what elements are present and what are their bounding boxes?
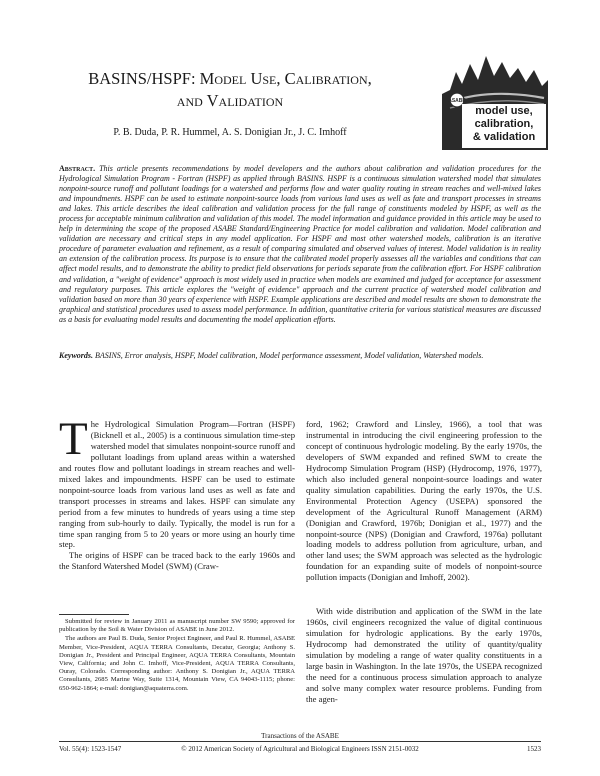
copyright-notice: © 2012 American Society of Agricultural and Biological Engineers ISSN 2151-0032 bbox=[181, 745, 419, 753]
distribution-paragraph: With wide distribution and application of the SWM in the late 1960s, civil engineers recognized the value of digital continuous simulation for hydrologic applications. By the early 1970s, Hydrocomp had demonstrated the utility of quantity/quality simulation by modeling a range of water quality constituents in a large basin in Washington. In the late 1970s, the USEPA recognized the need for a continuous process simulation approach to analyze and solve many complex water resource problems. Funding from the agen- bbox=[306, 606, 542, 704]
volume-info: Vol. 55(4): 1523-1547 bbox=[59, 745, 122, 753]
keywords-text: BASINS, Error analysis, HSPF, Model calibration, Model performance assessment, Model validation, Watershed models. bbox=[95, 351, 484, 360]
body-column-left bbox=[59, 413, 295, 572]
footnotes bbox=[59, 618, 295, 694]
title-line-1: BASINS/HSPF: Model Use, Calibration, bbox=[88, 69, 372, 88]
body-column-right bbox=[306, 419, 542, 583]
abstract-text: This article presents recommendations by model developers and the authors about calibration and validation procedures for the Hydrological Simulation Program - Fortran (HSPF) as applied through BASINS. HSPF is a continuous simulation watershed model that simulates nonpoint-source runoff and pollutant loadings for a watershed and performs flow and water quality routing in stream reaches and well-mixed lakes and impoundments. HSPF can be used to estimate nonpoint-source loads from various land uses as well as fate and transport processes in streams and lakes. This article describes the ideal calibration and validation process for the full range of constituents modeled by HSPF, as well as the process for acceptable minimum calibration and validation of this model. The model information and guidance provided in this article may be used to help in determining the scope of the proposed ASABE Standard/Engineering Practice for model calibration and validation. Model calibration and validation are necessary and critical steps in any model application. For HSPF and most other watershed models, calibration is an iterative procedure of parameter evaluation and refinement, as a result of comparing simulated and observed values of interest. Model validation is in reality an extension of the calibration process. Its purpose is to ensure that the calibrated model properly assesses all the variables and conditions that can affect model results, and to demonstrate the ability to predict field observations for periods separate from the calibration effort. For HSPF calibration and validation, a "weight of evidence" approach is most widely used in practice when models are examined and judged for acceptance for assessment and regulatory purposes. This article explores the "weight of evidence" approach and the current practice of watershed model calibration and validation based on more than 30 years of experience with HSPF. Example applications are described and model results are shown to demonstrate the graphical and statistical procedures used to assess model performance. In addition, quantitative criteria for various statistical measures are discussed as a basis for evaluating model results and documenting the model application efforts. bbox=[59, 164, 542, 324]
keywords bbox=[59, 351, 541, 361]
svg-text:ASABE: ASABE bbox=[448, 98, 466, 104]
article-title bbox=[30, 68, 430, 112]
abstract-label: Abstract. bbox=[59, 164, 96, 173]
footnote-divider bbox=[59, 614, 129, 615]
logo-text-line-1: model use, bbox=[475, 105, 533, 117]
footer-divider bbox=[59, 741, 541, 742]
history-paragraph: ford, 1962; Crawford and Linsley, 1966), a tool that was instrumental in introducing the civil engineering profession to the concept of continuous hydrologic modeling. By the early 1970s, the developers of SWM expanded and refined SWM to create the Hydrocomp Simulation Program (HSP) (Hydrocomp, 1976, 1977), which also included general nonpoint-source loadings and water quality simulation capabilities. During the early 1970s, the U.S. Environmental Protection Agency (USEPA) sponsored the development of the Agricultural Runoff Management (ARM) (Donigian and Crawford, 1976b; Donigian et al., 1977) and the nonpoint-source (NPS) (Donigian and Crawford, 1976a) pollutant loading models to address pollution from agriculture, urban, and other land uses; the SWM approach was selected as the hydrologic foundation for an expanding suite of models of nonpoint-source pollution impacts (Donigian and Imhoff, 2002). bbox=[306, 419, 542, 583]
author-affiliation-note: The authors are Paul B. Duda, Senior Project Engineer, and Paul R. Hummel, ASABE Member, Vice-President, AQUA TERRA Consultants, Decatur, Georgia; Anthony S. Donigian Jr., President and Principal Engineer, AQUA TERRA Consultants, Mountain View, California; and John C. Imhoff, Vice-President, AQUA TERRA Consultants, Ouray, Colorado. Corresponding author: Anthony S. Donigian Jr., AQUA TERRA Consultants, 2685 Marine Way, Suite 1314, Mountain View, CA 94043-1115; phone: 650-962-1864; e-mail: donigian@aquaterra.com. bbox=[59, 635, 295, 692]
journal-name: Transactions of the ASABE bbox=[261, 732, 339, 740]
page-number: 1523 bbox=[527, 745, 541, 753]
logo-text-line-3: & validation bbox=[472, 131, 536, 143]
intro-paragraph: he Hydrological Simulation Program—Fortran (HSPF) (Bicknell et al., 2005) is a continuous simulation time-step watershed model that simulates nonpoint-source runoff and pollutant loadings from upland areas within a watershed and routes flow and pollutant loadings in stream reaches and well-mixed lakes and impoundments. HSPF can be used to estimate nonpoint-source loads from various land uses as well as fate and transport processes in streams and lakes. HSPF can simulate any period from a few minutes to hundreds of years using a time step ranging from sub-hourly to daily. Typically, the model is run for a time span ranging from 5 to 20 years or more using an hourly time step. bbox=[59, 419, 295, 550]
keywords-label: Keywords. bbox=[59, 351, 93, 360]
model-use-logo bbox=[440, 50, 550, 150]
body-column-right-continued bbox=[306, 606, 542, 705]
author-list: P. B. Duda, P. R. Hummel, A. S. Donigian Jr., J. C. Imhoff bbox=[113, 127, 347, 138]
drop-cap: T bbox=[59, 413, 88, 465]
submission-note: Submitted for review in January 2011 as manuscript number SW 9590; approved for publication by the Soil & Water Division of ASABE in June 2012. bbox=[59, 618, 295, 634]
title-line-2: and Validation bbox=[176, 91, 284, 110]
abstract bbox=[59, 164, 541, 325]
origins-paragraph: The origins of HSPF can be traced back to the early 1960s and the Stanford Watershed Model (SWM) (Craw- bbox=[59, 550, 295, 572]
logo-text-line-2: calibration, bbox=[474, 118, 534, 130]
